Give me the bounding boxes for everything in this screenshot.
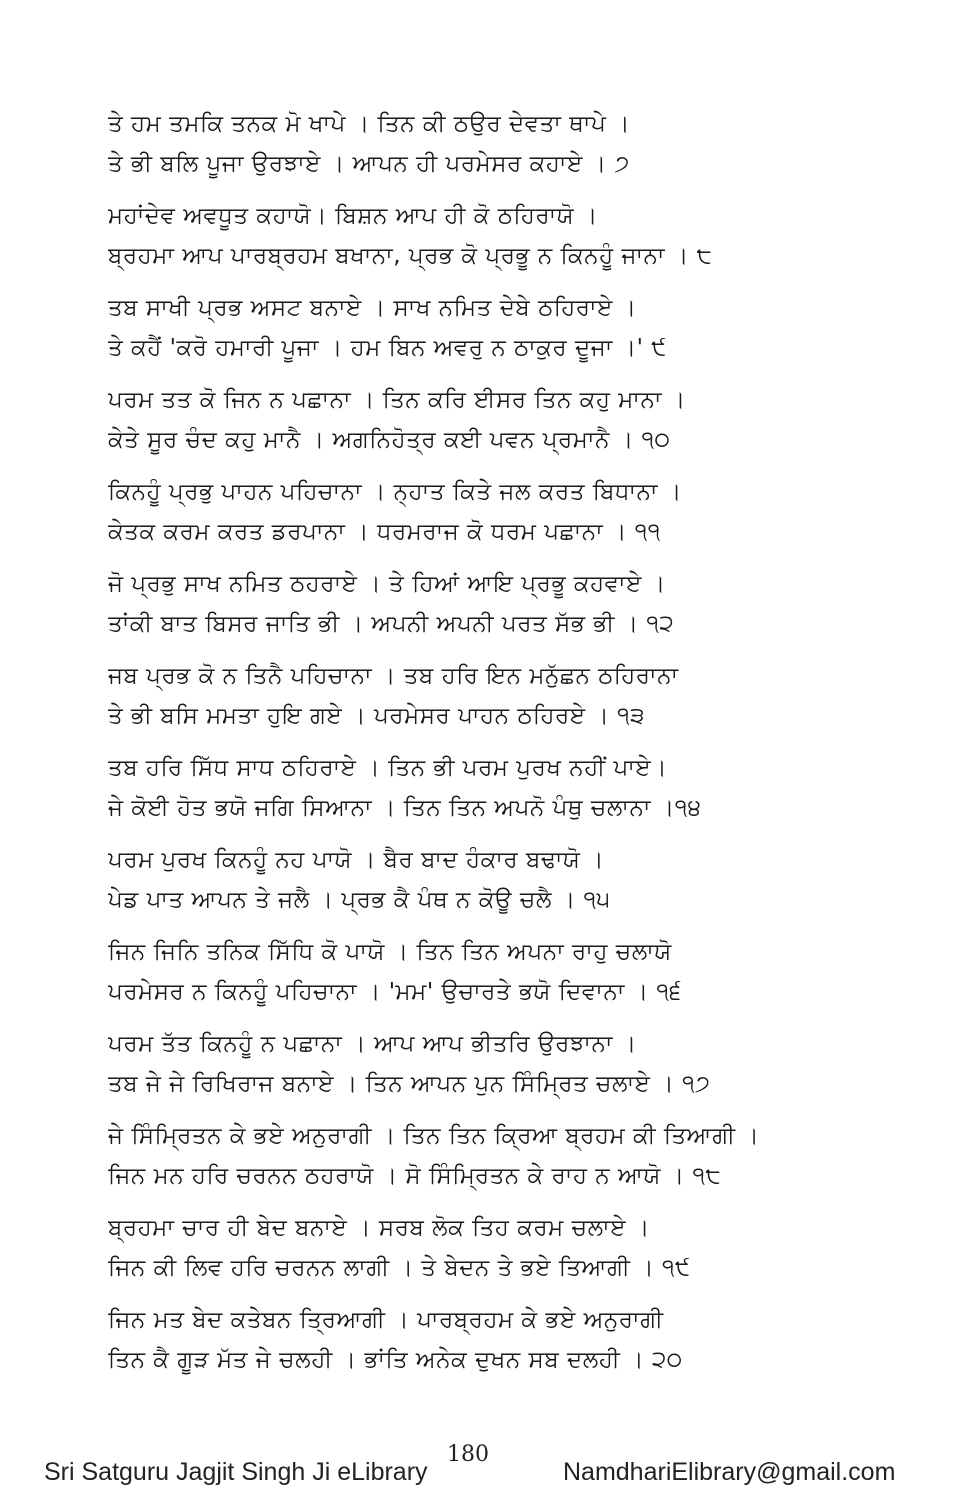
verse-line: ਤੇ ਭੀ ਬਲਿ ਪੂਜਾ ਉਰਝਾਏ । ਆਪਨ ਹੀ ਪਰਮੇਸਰ ਕਹਾਏ । ੭: [108, 151, 630, 177]
verse-line: ਪਰਮ ਤੱਤ ਕਿਨਹੂੰ ਨ ਪਛਾਨਾ । ਆਪ ਆਪ ਭੀਤਰਿ ਉਰਝਾਨਾ ।: [108, 1031, 637, 1057]
verse-line: ਤੇ ਹਮ ਤਮਕਿ ਤਨਕ ਮੋ ਖਾਪੇ । ਤਿਨ ਕੀ ਠਉਰ ਦੇਵਤਾ ਥਾਪੇ ।: [108, 111, 631, 137]
verse-line: ਪਰਮ ਤਤ ਕੋ ਜਿਨ ਨ ਪਛਾਨਾ । ਤਿਨ ਕਰਿ ਈਸਰ ਤਿਨ ਕਹੁ ਮਾਨਾ ।: [108, 387, 686, 413]
verse-line: ਜੇ ਕੋਈ ਹੋਤ ਭਯੋ ਜਗਿ ਸਿਆਨਾ । ਤਿਨ ਤਿਨ ਅਪਨੋ ਪੰਥੁ ਚਲਾਨਾ ।੧੪: [108, 795, 702, 821]
verse-line: ਪਰਮ ਪੁਰਖ ਕਿਨਹੂੰ ਨਹ ਪਾਯੋ । ਬੈਰ ਬਾਦ ਹੰਕਾਰ ਬਢਾਯੋ ।: [108, 847, 605, 873]
verse-line: ਜਿਨ ਮਨ ਹਰਿ ਚਰਨਨ ਠਹਰਾਯੋ । ਸੋ ਸਿੰਮ੍ਰਿਤਨ ਕੇ ਰਾਹ ਨ ਆਯੋ । ੧੮: [108, 1163, 722, 1189]
footer-library-name: Sri Satguru Jagjit Singh Ji eLibrary: [44, 1458, 428, 1486]
verse-line: ਤਬ ਜੇ ਜੇ ਰਿਖਿਰਾਜ ਬਨਾਏ । ਤਿਨ ਆਪਨ ਪੁਨ ਸਿੰਮ੍ਰਿਤ ਚਲਾਏ । ੧੭: [108, 1071, 711, 1097]
verse-line: ਪੇਡ ਪਾਤ ਆਪਨ ਤੇ ਜਲੈ । ਪ੍ਰਭ ਕੈ ਪੰਥ ਨ ਕੋਊ ਚਲੈ । ੧੫: [108, 887, 611, 913]
verse-line: ਮਹਾਂਦੇਵ ਅਵਧੂਤ ਕਹਾਯੋ। ਬਿਸ਼ਨ ਆਪ ਹੀ ਕੋ ਠਹਿਰਾਯੋ ।: [108, 203, 598, 229]
verse-stanza: [108, 1024, 808, 1104]
verse-stanza: [108, 1300, 808, 1380]
verse-line: ਜੋ ਪ੍ਰਭੁ ਸਾਖ ਨਮਿਤ ਠਹਰਾਏ । ਤੇ ਹਿਆਂ ਆਇ ਪ੍ਰਭੂ ਕਹਵਾਏ ।: [108, 571, 666, 597]
verse-line: ਕਿਨਹੂੰ ਪ੍ਰਭੁ ਪਾਹਨ ਪਹਿਚਾਨਾ । ਨ੍ਹਾਤ ਕਿਤੇ ਜਲ ਕਰਤ ਬਿਧਾਨਾ ।: [108, 479, 682, 505]
verse-stanza: [108, 288, 808, 368]
verse-stanza: [108, 1116, 808, 1196]
verse-line: ਬ੍ਰਹਮਾ ਆਪ ਪਾਰਬ੍ਰਹਮ ਬਖਾਨਾ, ਪ੍ਰਭ ਕੋ ਪ੍ਰਭੂ ਨ ਕਿਨਹੂੰ ਜਾਨਾ । ੮: [108, 243, 713, 269]
page-number: 180: [447, 1442, 489, 1467]
verse-line: ਕੇਤੇ ਸੂਰ ਚੰਦ ਕਹੁ ਮਾਨੈ । ਅਗਨਿਹੋਤ੍ਰ ਕਈ ਪਵਨ ਪ੍ਰਮਾਨੈ । ੧੦: [108, 427, 671, 453]
verse-stanza: [108, 1208, 808, 1288]
verse-line: ਜੇ ਸਿੰਮ੍ਰਿਤਨ ਕੇ ਭਏ ਅਨੁਰਾਗੀ । ਤਿਨ ਤਿਨ ਕ੍ਰਿਆ ਬ੍ਰਹਮ ਕੀ ਤਿਆਗੀ ।: [108, 1123, 760, 1149]
verse-line: ਜਬ ਪ੍ਰਭ ਕੋ ਨ ਤਿਨੈ ਪਹਿਚਾਨਾ । ਤਬ ਹਰਿ ਇਨ ਮਨੁੱਛਨ ਠਹਿਰਾਨਾ: [108, 663, 679, 689]
verse-stanza: [108, 196, 808, 276]
verse-line: ਤਬ ਸਾਖੀ ਪ੍ਰਭ ਅਸਟ ਬਨਾਏ । ਸਾਖ ਨਮਿਤ ਦੇਬੇ ਠਹਿਰਾਏ ।: [108, 295, 637, 321]
verse-line: ਜਿਨ ਕੀ ਲਿਵ ਹਰਿ ਚਰਨਨ ਲਾਗੀ । ਤੇ ਬੇਦਨ ਤੇ ਭਏ ਤਿਆਗੀ । ੧੯: [108, 1255, 691, 1281]
verse-stanza: [108, 656, 808, 736]
verse-line: ਤੇ ਕਹੈਂ 'ਕਰੋ ਹਮਾਰੀ ਪੂਜਾ । ਹਮ ਬਿਨ ਅਵਰੁ ਨ ਠਾਕੁਰ ਦੂਜਾ ।' ੯: [108, 335, 667, 361]
verse-stanza: [108, 380, 808, 460]
verse-line: ਜਿਨ ਮਤ ਬੇਦ ਕਤੇਬਨ ਤ੍ਰਿਆਗੀ । ਪਾਰਬ੍ਰਹਮ ਕੇ ਭਏ ਅਨੁਰਾਗੀ: [108, 1307, 664, 1333]
verse-stanza: [108, 564, 808, 644]
verse-line: ਜਿਨ ਜਿਨਿ ਤਨਿਕ ਸਿੱਧਿ ਕੋ ਪਾਯੋ । ਤਿਨ ਤਿਨ ਅਪਨਾ ਰਾਹੁ ਚਲਾਯੋ: [108, 939, 672, 965]
verse-line: ਤਾਂਕੀ ਬਾਤ ਬਿਸਰ ਜਾਤਿ ਭੀ । ਅਪਨੀ ਅਪਨੀ ਪਰਤ ਸੱਭ ਭੀ । ੧੨: [108, 611, 675, 637]
verse-stanza: [108, 840, 808, 920]
verse-line: ਤਬ ਹਰਿ ਸਿੱਧ ਸਾਧ ਠਹਿਰਾਏ । ਤਿਨ ਭੀ ਪਰਮ ਪੁਰਖ ਨਹੀਂ ਪਾਏ।: [108, 755, 668, 781]
verse-stanza: [108, 104, 808, 184]
verse-text-block: [108, 104, 808, 1392]
verse-line: ਪਰਮੇਸਰ ਨ ਕਿਨਹੂੰ ਪਹਿਚਾਨਾ । 'ਮਮ' ਉਚਾਰਤੇ ਭਯੋ ਦਿਵਾਨਾ । ੧੬: [108, 979, 682, 1005]
footer-email: NamdhariElibrary@gmail.com: [563, 1458, 896, 1486]
verse-stanza: [108, 932, 808, 1012]
verse-line: ਤਿਨ ਕੈ ਗੂੜ ਮੱਤ ਜੇ ਚਲਹੀ । ਭਾਂਤਿ ਅਨੇਕ ਦੁਖਨ ਸਬ ਦਲਹੀ । ੨੦: [108, 1347, 683, 1373]
verse-line: ਤੇ ਭੀ ਬਸਿ ਮਮਤਾ ਹੁਇ ਗਏ । ਪਰਮੇਸਰ ਪਾਹਨ ਠਹਿਰਏ । ੧੩: [108, 703, 645, 729]
verse-line: ਕੇਤਕ ਕਰਮ ਕਰਤ ਡਰਪਾਨਾ । ਧਰਮਰਾਜ ਕੋ ਧਰਮ ਪਛਾਨਾ । ੧੧: [108, 519, 661, 545]
verse-line: ਬ੍ਰਹਮਾ ਚਾਰ ਹੀ ਬੇਦ ਬਨਾਏ । ਸਰਬ ਲੋਕ ਤਿਹ ਕਰਮ ਚਲਾਏ ।: [108, 1215, 650, 1241]
verse-stanza: [108, 472, 808, 552]
verse-stanza: [108, 748, 808, 828]
